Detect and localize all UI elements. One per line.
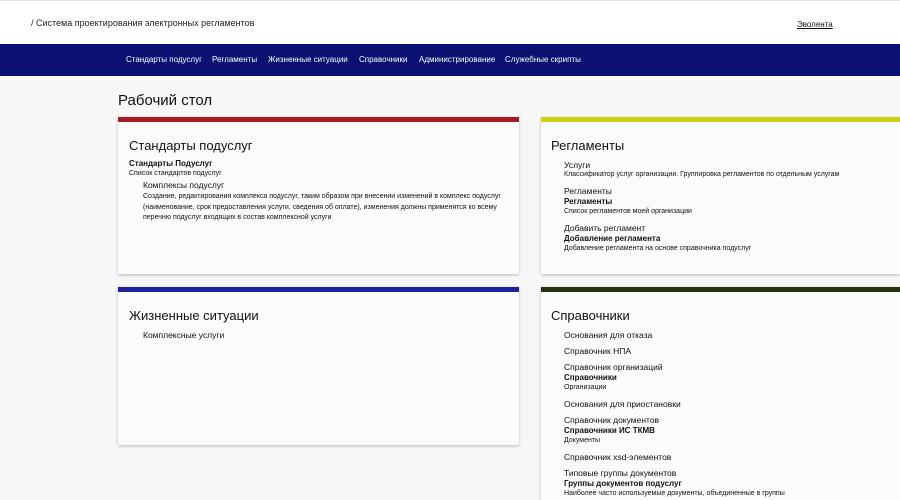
document-groups-link[interactable]: Типовые группы документов xyxy=(564,468,677,478)
complex-services-link[interactable]: Комплексные услуги xyxy=(143,330,225,340)
card-references xyxy=(541,287,900,500)
nav-item-administration[interactable]: Администрирование xyxy=(419,55,496,64)
services-desc: Классификатор услуг организации. Группировка регламентов по отдельным услугам xyxy=(564,171,840,178)
reglaments-link[interactable]: Регламенты xyxy=(564,186,612,196)
nav-item-standards[interactable]: Стандарты подуслуг xyxy=(126,55,203,64)
standards-link[interactable]: Стандарты Подуслуг xyxy=(129,159,213,168)
documents-reference-link[interactable]: Справочник документов xyxy=(564,415,660,425)
add-reglament-heading: Добавление регламента xyxy=(564,234,661,243)
card-title: Стандарты подуслуг xyxy=(129,138,253,153)
card-accent-bar xyxy=(118,287,519,292)
doc-groups-desc: Наиболее часто используемые документы, объединенные в группы xyxy=(564,490,785,497)
card-title: Жизненные ситуации xyxy=(129,308,259,323)
services-link[interactable]: Услуги xyxy=(564,160,591,170)
card-standards xyxy=(118,117,519,274)
complex-subservices-desc: Создание, редактирования комплекса подуслуг, таким образом при внесении изменений в комплекс подуслуг (наименование, срок предоставления услуги, сведения об оплате), изменения должны применятся ко всему перечню подуслуг входящих в состав комплексной услуги xyxy=(143,193,501,221)
add-reglament-link[interactable]: Добавить регламент xyxy=(564,223,646,233)
organizations-desc: Организации xyxy=(564,384,607,391)
xsd-elements-link[interactable]: Справочник xsd-элементов xyxy=(564,452,672,462)
nav-item-life-situations[interactable]: Жизненные ситуации xyxy=(268,55,348,64)
user-link[interactable]: Эволента xyxy=(797,20,833,29)
card-life-situations xyxy=(118,287,519,445)
card-title: Регламенты xyxy=(551,138,625,153)
nav-item-references[interactable]: Справочники xyxy=(359,55,408,64)
top-header xyxy=(0,0,900,45)
card-reglaments xyxy=(541,117,900,274)
organizations-reference-link[interactable]: Справочник организаций xyxy=(564,362,663,372)
add-reglament-desc: Добавление регламента на основе справочника подуслуг xyxy=(564,245,752,252)
main-nav xyxy=(0,44,900,76)
reglaments-desc: Список регламентов моей организации xyxy=(564,208,692,215)
documents-desc: Документы xyxy=(564,437,601,444)
reglaments-heading: Регламенты xyxy=(564,197,613,206)
tkmv-references-heading: Справочники ИС ТКМВ xyxy=(564,426,655,435)
card-accent-bar xyxy=(118,117,519,122)
nav-item-service-scripts[interactable]: Служебные скрипты xyxy=(505,55,581,64)
subservice-doc-groups-heading: Группы документов подуслуг xyxy=(564,479,682,488)
app-title: / Система проектирования электронных регламентов xyxy=(31,18,255,28)
references-heading: Справочники xyxy=(564,373,617,382)
card-title: Справочники xyxy=(551,308,630,323)
card-accent-bar xyxy=(541,287,900,292)
npa-reference-link[interactable]: Справочник НПА xyxy=(564,346,632,356)
suspension-reasons-link[interactable]: Основания для приостановки xyxy=(564,399,681,409)
page-title: Рабочий стол xyxy=(118,92,213,109)
card-accent-bar xyxy=(541,117,900,122)
standards-desc: Список стандартов подуслуг xyxy=(129,170,222,177)
refusal-reasons-link[interactable]: Основания для отказа xyxy=(564,330,653,340)
nav-item-reglaments[interactable]: Регламенты xyxy=(212,55,258,64)
complex-subservices-link[interactable]: Комплексы подуслуг xyxy=(143,180,225,190)
